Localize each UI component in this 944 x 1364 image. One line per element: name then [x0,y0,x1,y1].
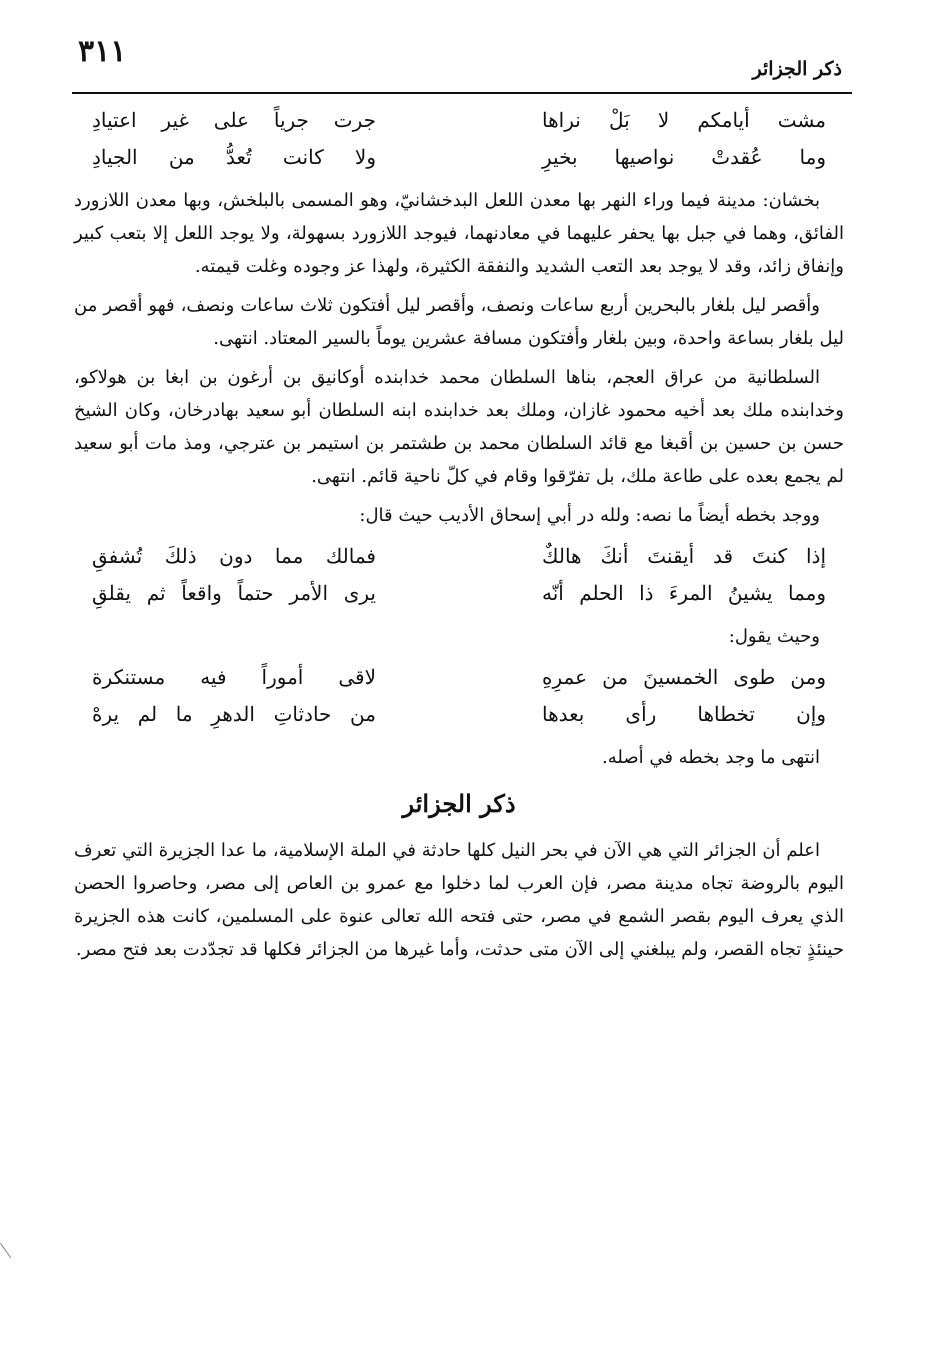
hemistich-first: ومما يشينُ المرءَ ذا الحلم أنّه [542,581,826,605]
page-number: ٣١١ [78,34,127,69]
poem-block-1 [74,102,844,176]
poem-line [74,696,844,733]
paragraph-wahaythu: وحيث يقول: [728,626,820,647]
hemistich-first: إذا كنتَ قد أيقنتَ أنكَ هالكٌ [542,544,826,568]
hemistich-second: ولا كانت تُعدُّ من الجيادِ [92,145,376,169]
hemistich-second: من حادثاتِ الدهرِ ما لم يرهْ [92,702,376,726]
hemistich-first: وما عُقدتْ نواصيها بخيرِ [542,145,826,169]
poem-line [74,575,844,612]
hemistich-second: فمالك مما دون ذلكَ تُشفقِ [92,544,376,568]
hemistich-first: وإن تخطاها رأى بعدها [542,702,826,726]
poem-line [74,659,844,696]
hemistich-second: جرت جرياً على غير اعتيادِ [92,108,376,132]
running-title: ذكر الجزائر [752,58,842,80]
hemistich-second: يرى الأمر حتماً واقعاً ثم يقلقِ [92,581,376,605]
hemistich-first: ومن طوى الخمسينَ من عمرِهِ [542,665,826,689]
poem-block-3 [74,659,844,733]
scan-edge-mark [0,1236,21,1258]
page-header [72,30,852,94]
poem-line [74,538,844,575]
paragraph-badakhshan: بخشان: مدينة فيما وراء النهر بها معدن اللعل البدخشانيّ، وهو المسمى بالبلخش، وبها معدن اللازورد الفائق، وهما في جبل بها يحفر عليهما في معادنهما، فيوجد اللازورد بسهولة، ولا يوجد اللعل إلا بتعب كبير وإنفاق زائد، وقد لا يوجد بعد التعب الشديد والنفقة الكثيرة، ولهذا عز وجوده وغلت قيمته. [74,190,844,277]
hemistich-second: لاقى أموراً فيه مستنكرة [92,665,376,689]
hemistich-first: مشت أيامكم لا بَلْ نراها [542,108,826,132]
section-heading: ذكر الجزائر [402,789,516,818]
paragraph-sultaniyya: السلطانية من عراق العجم، بناها السلطان محمد خدابنده أوكانيق بن أرغون بن ابغا بن هولاكو، وخدابنده ملك بعد أخيه محمود غازان، وملك بعد خدابنده ابنه السلطان أبو سعيد بهادرخان، وكان الشيخ حسن بن حسين بن أقبغا مع قائد السلطان محمد بن طشتمر بن استيمر بن عترجي، ومذ مات أبو سعيد لم يجمع بعده على طاعة ملك، بل تفرّقوا وقام في كلّ ناحية قائم. انتهى. [74,367,844,487]
page-body [74,100,844,972]
paragraph-bulghar: وأقصر ليل بلغار بالبحرين أربع ساعات ونصف، وأقصر ليل أفتكون ثلاث ساعات ونصف، فهو أقصر من ليل بلغار بساعة واحدة، وبين بلغار وأفتكون مسافة عشرين يوماً بالسير المعتاد. انتهى. [74,295,844,349]
poem-block-2 [74,538,844,612]
paragraph-intaha: انتهى ما وجد بخطه في أصله. [601,747,820,768]
poem-line [74,102,844,139]
paragraph-ialam: اعلم أن الجزائر التي هي الآن في بحر النيل كلها حادثة في الملة الإسلامية، ما عدا الجزيرة التي تعرف اليوم بالروضة تجاه مدينة مصر، فإن العرب لما دخلوا مع عمرو بن العاص إلى مصر، وحاصروا الحصن الذي يعرف اليوم بقصر الشمع في مصر، حتى فتحه الله تعالى عنوة على المسلمين، كانت هذه الجزيرة حينئذٍ تجاه القصر، ولم يبلغني إلى الآن متى حدثت، وأما غيرها من الجزائر فكلها قد تجدّدت بعد فتح مصر. [74,840,844,960]
poem-line [74,139,844,176]
paragraph-wujida: ووجد بخطه أيضاً ما نصه: ولله در أبي إسحاق الأديب حيث قال: [359,505,820,526]
